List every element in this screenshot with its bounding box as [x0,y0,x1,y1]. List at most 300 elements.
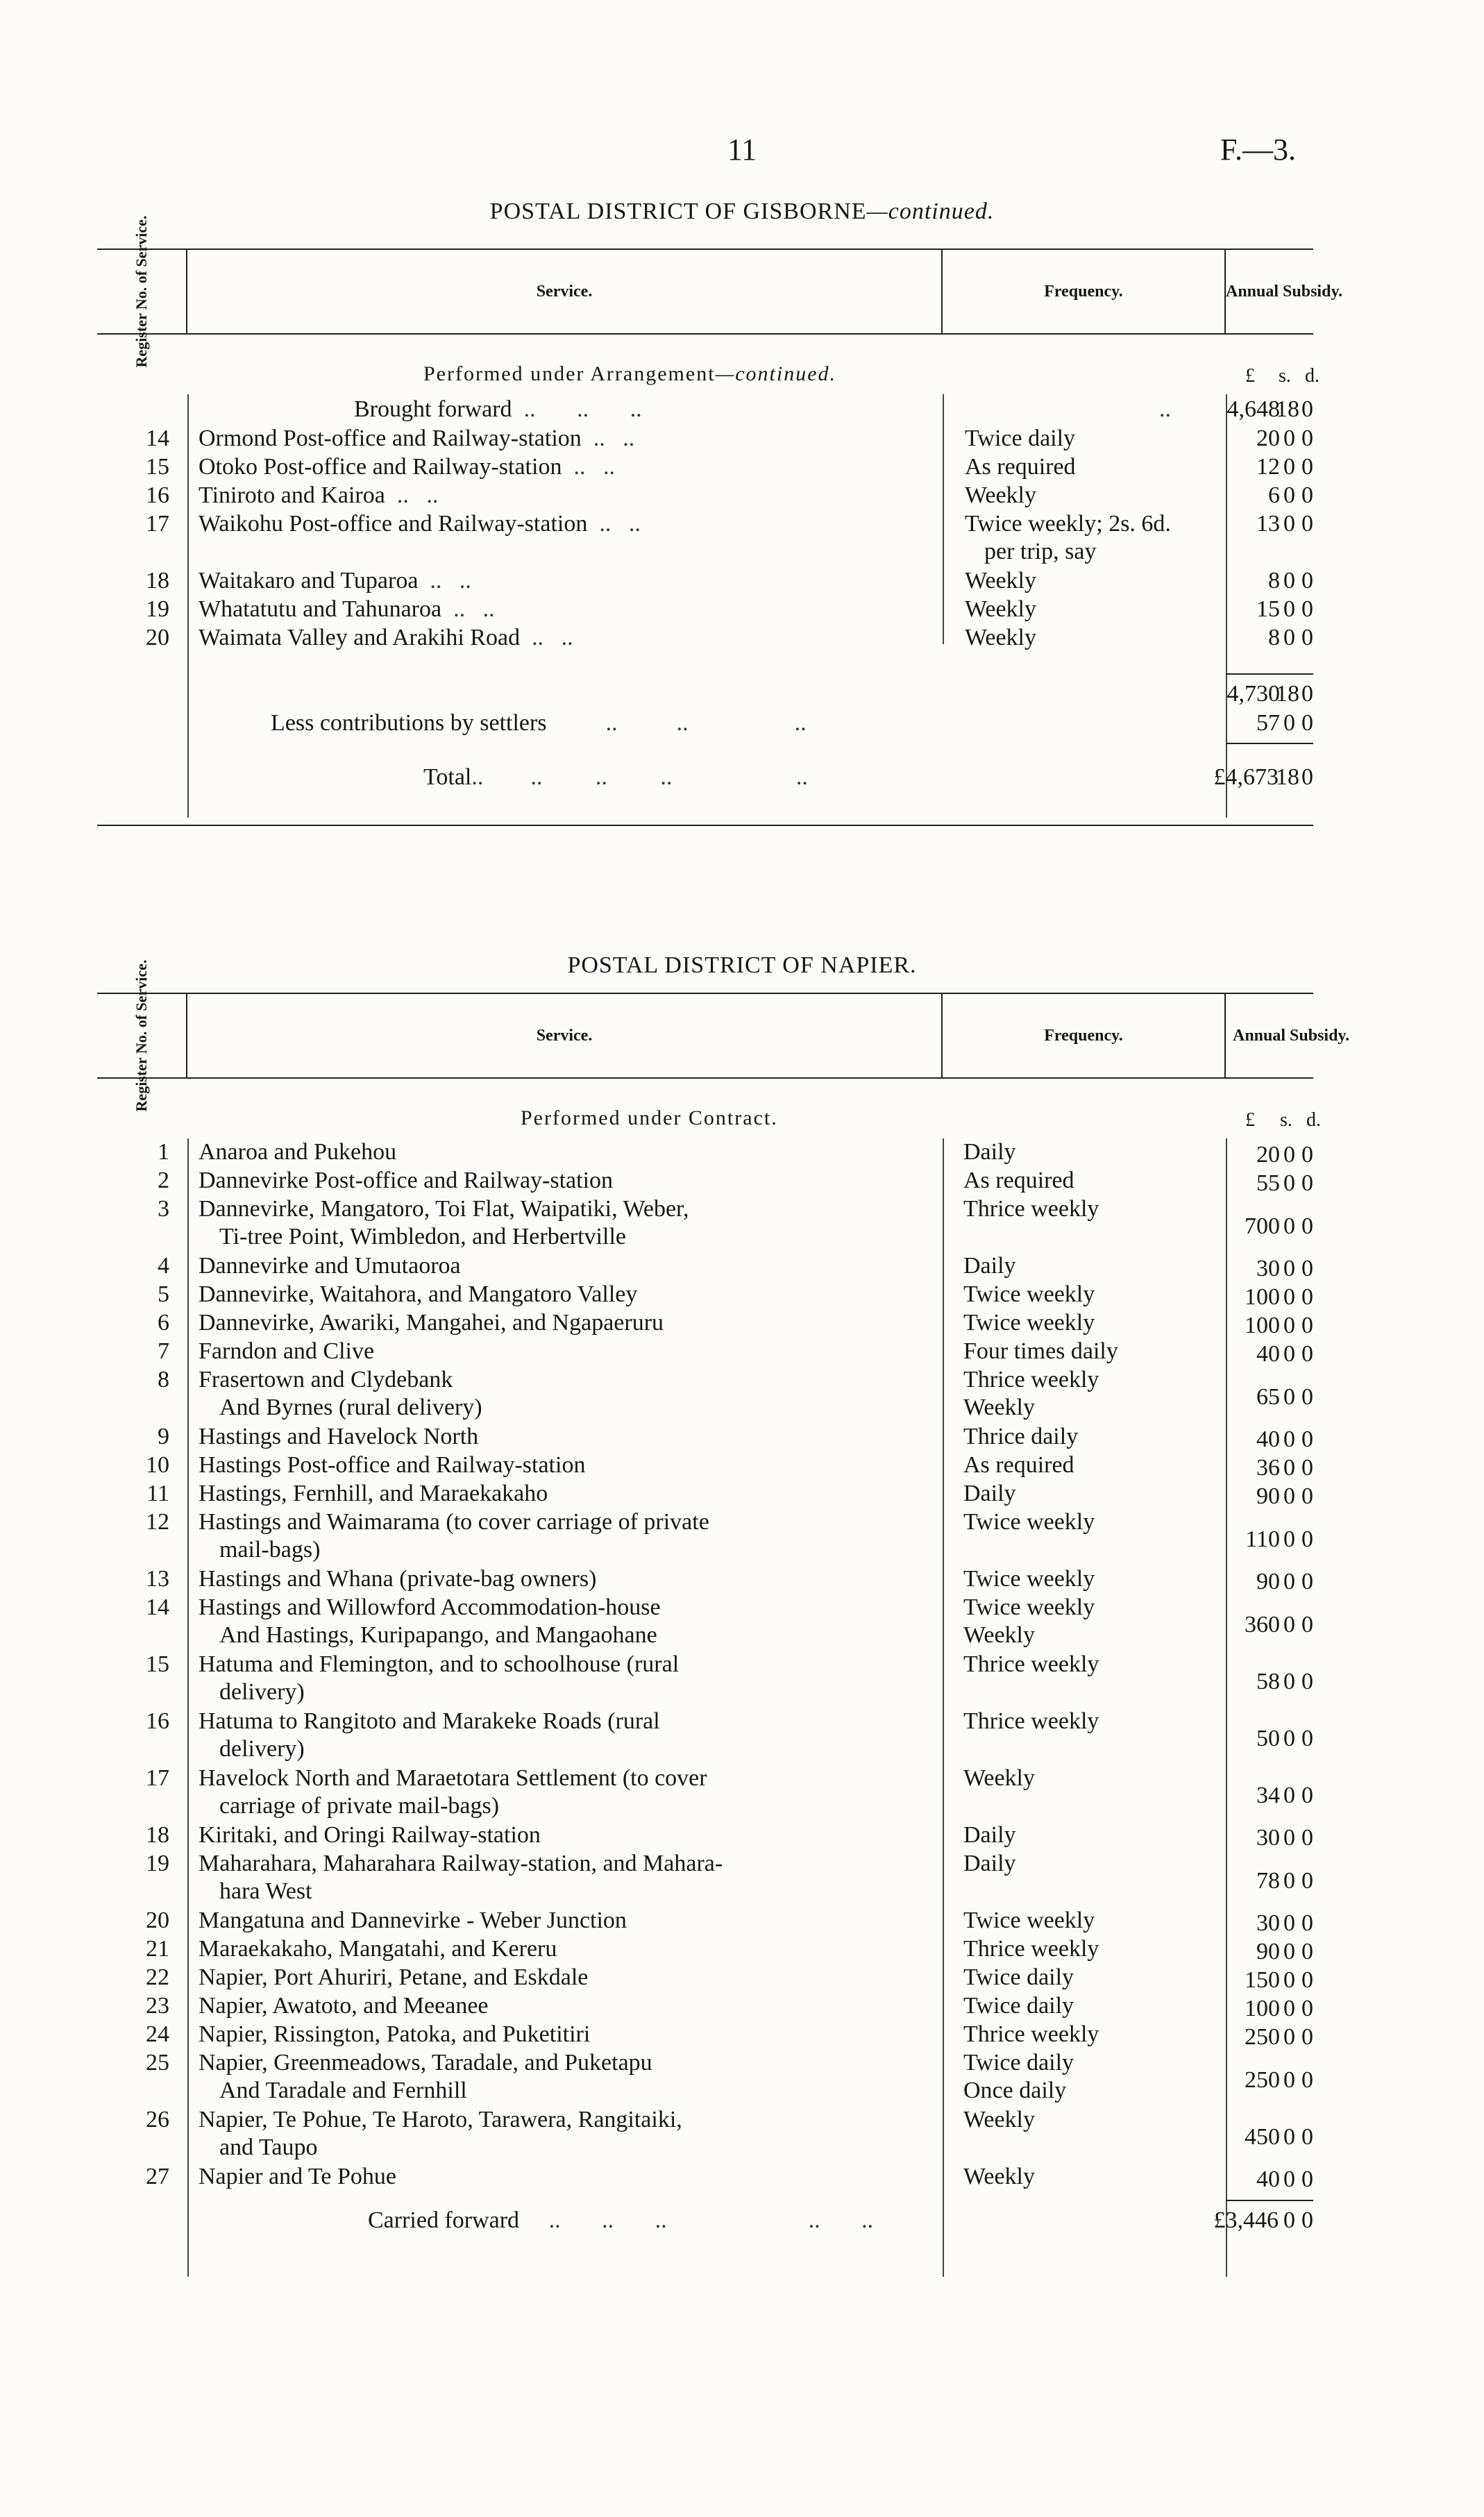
service-name [199,1765,934,1820]
frequency-line: Twice weekly [963,1908,1095,1933]
frequency-line: Thrice weekly [963,2021,1099,2047]
service-name [199,1309,934,1337]
service-name [199,2163,934,2191]
unit-shillings: s. [1280,1109,1292,1131]
table-row [97,1708,1313,1765]
subsidy-pence: 0 [1301,1383,1313,1410]
subsidy-shillings: 0 [1283,511,1295,537]
service-line: Dannevirke, Awariki, Mangahei, and Ngapaeruru [199,1310,664,1336]
register-number: 18 [146,568,169,594]
table-row [97,1964,1313,1992]
service-line: Napier, Port Ahuriri, Petane, and Eskdale [199,1964,589,1990]
table-row [97,2163,1313,2191]
service-name: Ormond Post-office and Railway-station .. .. [199,426,635,451]
service-line: Hastings Post-office and Railway-station [199,1452,586,1478]
service-name [199,1366,934,1422]
service-name: Otoko Post-office and Railway-station .. .. [199,454,615,480]
subsidy-pounds: 30 [1256,1825,1280,1851]
subsidy-pence: 0 [1301,1611,1313,1638]
subsidy-pounds: 6 [1268,482,1280,508]
frequency [963,1565,1213,1593]
subsidy-pounds: 100 [1245,1284,1280,1310]
subsidy-header: Annual Subsidy. [1226,282,1343,301]
register-number: 9 [158,1424,169,1449]
subsidy-pounds: 360 [1245,1611,1280,1638]
frequency-line: Weekly [963,2164,1035,2189]
subsidy-pence: 0 [1301,1725,1313,1751]
subsidy-pounds: 50 [1256,1725,1280,1751]
register-number: 2 [158,1168,169,1193]
subsidy-pence: 0 [1301,1939,1313,1964]
frequency [963,1935,1213,1963]
frequency-text: Weekly [965,596,1036,622]
subsidy-shillings: 0 [1283,568,1295,594]
service-name [199,1167,934,1195]
subsidy-pounds: 8 [1268,625,1280,650]
table-row [97,1480,1313,1508]
subsidy-shillings: 0 [1283,1867,1295,1894]
subsidy-shillings: 0 [1283,1910,1295,1936]
subsidy-shillings: 0 [1283,1383,1295,1410]
service-line: Napier, Greenmeadows, Taradale, and Puketapu [199,2050,652,2076]
frequency-line: Thrice daily [963,1424,1079,1449]
table-row [97,1309,1313,1338]
register-number: 5 [158,1281,169,1307]
gisborne-title-text: POSTAL DISTRICT OF GISBORNE [489,199,867,224]
subsidy-shillings: 0 [1283,1611,1295,1638]
table-row [97,1651,1313,1708]
table-row [97,1167,1313,1195]
service-line: Napier and Te Pohue [199,2164,396,2189]
table-row [97,1366,1313,1423]
subsidy-pence: 0 [1301,1455,1313,1481]
service-line: carriage of private mail-bags) [219,1793,500,1819]
register-header: Register No. of Service. [97,250,187,333]
subsidy-pounds: 450 [1245,2123,1280,2150]
subsidy-shillings: 0 [1283,426,1295,451]
service-line: And Byrnes (rural delivery) [219,1395,482,1420]
frequency-text: Twice weekly; 2s. 6d. [965,511,1171,537]
subsidy-shillings: 0 [1283,625,1295,650]
register-number: 20 [146,625,169,650]
subsidy-pence: 0 [1301,1668,1313,1694]
frequency-line: Twice daily [963,2050,1074,2076]
table-row [97,1138,1313,1167]
service-line: and Taupo [219,2135,318,2160]
table-row [97,1281,1313,1309]
service-name [199,1850,934,1905]
frequency-line: Twice weekly [963,1566,1095,1592]
table-row [97,1565,1313,1594]
table-row [97,1195,1313,1252]
register-header: Register No. of Service. [97,994,187,1077]
unit-pence: d. [1305,365,1319,387]
frequency [963,1480,1213,1508]
frequency-header: Frequency. [943,250,1226,333]
frequency-line: Twice daily [963,1964,1074,1990]
service-line: Ti-tree Point, Wimbledon, and Herbertville [219,1224,626,1249]
register-number: 12 [146,1509,169,1535]
frequency [965,453,1215,481]
register-number: 15 [146,454,169,480]
service-text: Waimata Valley and Arakihi Road [199,625,521,650]
service-name: Whatatutu and Tahunaroa .. .. [199,596,495,622]
subsidy-pence: 0 [1301,1867,1313,1894]
register-number: 17 [146,511,169,537]
subsidy-pence: 0 [1301,1284,1313,1310]
subsidy-shillings: 0 [1283,1996,1295,2021]
frequency [963,1594,1213,1649]
register-number: 8 [158,1367,169,1392]
subsidy-pounds: 700 [1245,1213,1280,1239]
frequency [963,1992,1213,2020]
service-header: Service. [187,250,943,333]
napier-title: POSTAL DISTRICT OF NAPIER. [567,952,917,978]
subsidy-pounds: 55 [1256,1170,1280,1196]
subsidy-pence: 0 [1301,1825,1313,1851]
service-line: delivery) [219,1679,305,1705]
register-number: 18 [146,1822,169,1848]
napier-section-title: Performed under Contract. [521,1106,778,1129]
frequency [963,1821,1213,1849]
service-line: Maraekakaho, Mangatahi, and Kereru [199,1936,557,1962]
subsidy-shillings: 0 [1283,596,1295,622]
subsidy-pounds: 40 [1256,1426,1280,1452]
table-row [97,1252,1313,1281]
subsidy-pounds: 58 [1256,1668,1280,1694]
subsidy-pounds: 250 [1245,2066,1280,2093]
subsidy-pence: 0 [1301,511,1313,537]
service-name [199,1821,934,1849]
table-row [97,1821,1313,1850]
frequency [963,1508,1213,1536]
unit-pounds: £ [1245,1109,1255,1131]
subsidy-pence: 0 [1301,1341,1313,1367]
subsidy-pence: 0 [1301,482,1313,508]
service-line: Havelock North and Maraetotara Settlement (to cover [199,1765,707,1791]
register-number: 15 [146,1651,169,1677]
frequency-line: Once daily [963,2078,1067,2103]
page-number: 11 [727,133,757,167]
subsidy-pence: 0 [1301,1313,1313,1338]
register-number: 24 [146,2021,169,2047]
subsidy-pounds: 20 [1256,1142,1280,1168]
frequency-line: As required [963,1452,1074,1478]
service-line: Hastings and Whana (private-bag owners) [199,1566,597,1592]
subsidy-shillings: 0 [1283,1967,1295,1993]
subsidy-pounds: 13 [1256,511,1280,537]
subsidy-pence: 0 [1301,1483,1313,1509]
frequency [965,482,1215,510]
frequency [963,1850,1213,1878]
frequency [963,2021,1213,2048]
page-reference: F.—3. [1220,133,1296,167]
subsidy-pence: 0 [1301,1256,1313,1281]
frequency-line: Thrice weekly [963,1196,1099,1222]
subsidy-shillings: 0 [1283,2123,1295,2150]
gisborne-table: Register No. of Service. Service. Frequency. Annual Subsidy. Performed under Arrangement—continued. £ s. d. Brought forward .. .. .. .. 4,648 18 0 14 Ormond Post-office and Railway-station .. .. Twice daily 20 0 0 15 Otoko Post-office and Railway-station .. .. As required 12 0 0 16 Tiniroto and Kairoa .. .. Weekly 6 0 0 17 Waikohu Post-office and Railway-station .. .. Twice weekly; 2s. 6d. per trip, say 13 0 0 18 Waitakaro and Tuparoa .. .. Weekly 8 0 0 19 Whatatutu and Tahunaroa .. .. Weekly 15 0 0 20 Waimata Valley and Arakihi Road .. .. Weekly 8 0 0 4,730 18 0 Less contributions by settlers .. .. .. 57 0 0 Total.. .. .. .. .. £4,673 18 0 [97,249,1313,832]
frequency-line: Weekly [963,1765,1035,1791]
subsidy-shillings: 0 [1283,1170,1295,1196]
service-line: Dannevirke Post-office and Railway-station [199,1168,614,1193]
table-row [97,1594,1313,1651]
frequency [965,624,1215,652]
table-row [97,1935,1313,1964]
register-number: 19 [146,1851,169,1876]
frequency-line: Thrice weekly [963,1708,1099,1734]
subsidy-pounds: 30 [1256,1256,1280,1281]
service-line: Hastings and Willowford Accommodation-house [199,1594,661,1620]
subsidy-pounds: 90 [1256,1569,1280,1594]
frequency-text: Weekly [965,625,1036,650]
frequency-line: Weekly [963,1395,1035,1420]
table-row [97,2021,1313,2049]
service-line: delivery) [219,1736,305,1762]
service-line: Maharahara, Maharahara Railway-station, and Mahara- [199,1851,723,1876]
frequency [963,1138,1213,1166]
service-line: Napier, Awatoto, and Meeanee [199,1993,489,2019]
register-number: 16 [146,482,169,508]
service-line: Dannevirke, Waitahora, and Mangatoro Valley [199,1281,638,1307]
service-text: Whatatutu and Tahunaroa [199,596,442,622]
service-name [199,1935,934,1963]
subsidy-shillings: 0 [1283,1939,1295,1964]
gisborne-section-title: Performed under Arrangement—continued. [423,362,837,385]
subsidy-pounds: 65 [1256,1383,1280,1410]
frequency-line: Twice weekly [963,1281,1095,1307]
frequency [963,1651,1213,1678]
frequency-line: Thrice weekly [963,1367,1099,1392]
frequency-text: Weekly [965,568,1036,594]
frequency [963,1708,1213,1735]
table-row [97,2049,1313,2106]
service-name [199,1138,934,1166]
service-name [199,1565,934,1593]
gisborne-title-suffix: —continued. [866,199,995,224]
subsidy-pounds: 36 [1256,1455,1280,1481]
frequency [963,1451,1213,1479]
table-row [97,1338,1313,1366]
subsidy-pounds: 250 [1245,2024,1280,2050]
subsidy-shillings: 0 [1283,1256,1295,1281]
subsidy-pounds: 100 [1245,1996,1280,2021]
subsidy-shillings: 0 [1283,2024,1295,2050]
subsidy-shillings: 0 [1283,1526,1295,1552]
table-row [97,1907,1313,1935]
frequency [963,2106,1213,2134]
register-number: 23 [146,1993,169,2019]
service-name [199,1594,934,1649]
frequency [963,2049,1213,2105]
frequency [963,1423,1213,1451]
service-line: Anaroa and Pukehou [199,1139,397,1165]
subsidy-pounds: 34 [1256,1782,1280,1808]
service-line: And Taradale and Fernhill [219,2078,467,2103]
subsidy-pence: 0 [1301,1996,1313,2021]
register-number: 17 [146,1765,169,1791]
subsidy-pence: 0 [1301,1170,1313,1196]
frequency [965,425,1215,453]
frequency [963,1252,1213,1280]
subsidy-shillings: 0 [1283,1455,1295,1481]
frequency [963,2163,1213,2191]
gisborne-table-header [97,215,1343,368]
frequency [963,1338,1213,1365]
service-header: Service. [187,994,943,1077]
subsidy-shillings: 0 [1283,1725,1295,1751]
table-row [97,1850,1313,1907]
subsidy-pounds: 40 [1256,2166,1280,2192]
register-number: 26 [146,2107,169,2132]
frequency-text: Weekly [965,482,1036,508]
register-number: 22 [146,1964,169,1990]
subsidy-pence: 0 [1301,2123,1313,2150]
service-name [199,1423,934,1451]
subsidy-shillings: 0 [1283,2066,1295,2093]
subsidy-pounds: 15 [1256,596,1280,622]
service-text: Waikohu Post-office and Railway-station [199,511,588,537]
subsidy-pence: 0 [1301,2166,1313,2192]
table-row [97,1423,1313,1451]
subsidy-pence: 0 [1301,454,1313,480]
subsidy-pence: 0 [1301,1967,1313,1993]
service-line: And Hastings, Kuripapango, and Mangaohane [219,1622,657,1648]
subsidy-shillings: 0 [1283,1284,1295,1310]
frequency [963,1366,1213,1422]
subsidy-pence: 0 [1301,2066,1313,2093]
service-name: Tiniroto and Kairoa .. .. [199,482,439,508]
service-name [199,1708,934,1763]
subsidy-shillings: 0 [1283,482,1295,508]
frequency-header: Frequency. [943,994,1226,1077]
frequency-line: Thrice weekly [963,1936,1099,1962]
subsidy-pounds: 30 [1256,1910,1280,1936]
service-name [199,1252,934,1280]
napier-table: Register No. of Service. Service. Frequency. Annual Subsidy. Performed under Contract. £ s. d. 1 Anaroa and Pukehou Daily 20 0 0 2 Dannevirke Post-office and Railway-station As required 55 0 0 3 Dannevirke, Mangatoro, Toi Flat, Waipatiki, Weber, Ti-tree Point, Wimbledon, and Herbertville Thrice weekly 700 0 0 4 Dannevirke and Umutaoroa Daily 30 0 0 5 Dannevirke, Waitahora, and Mangatoro Valley Twice weekly 100 0 0 6 Dannevirke, Awariki, Mangahei, and Ngapaeruru Twice weekly 100 0 0 7 Farndon and Clive Four times daily 40 0 0 8 Frasertown and Clydebank And Byrnes (rural delivery) Thrice weekly Weekly 65 0 0 9 Hastings and Havelock North Thrice daily 40 0 0 10 Hastings Post-office and Railway-station As required 36 0 0 11 Hastings, Fernhill, and Maraekakaho Daily 90 0 0 12 Hastings and Waimarama (to cover carriage of private mail-bags) Twice weekly 110 0 0 13 Hastings and Whana (private-bag owners) Twice weekly 90 0 0 14 Hastings and Willowford Accommodation-house And Hastings, Kuripapango, and Mangaohane Twice weekly Weekly 360 0 0 15 Hatuma and Flemington, and to schoolhouse (rural delivery) Thrice weekly 58 0 0 16 Hatuma to Rangitoto and Marakeke Roads (rural delivery) Thrice weekly 50 0 0 17 Havelock North and Maraetotara Settlement (to cover carriage of private mail-bags) Weekly 34 0 0 18 Kiritaki, and Oringi Railway-station Daily 30 0 0 19 Maharahara, Maharahara Railway-station, and Mahara- hara West Daily 78 0 0 20 Mangatuna and Dannevirke - Weber Junction Twice weekly 30 0 0 21 Maraekakaho, Mangatahi, and Kereru Thrice weekly 90 0 0 22 Napier, Port Ahuriri, Petane, and Eskdale Twice daily 150 0 0 23 Napier, Awatoto, and Meeanee Twice daily 100 0 0 24 Napier, Rissington, Patoka, and Puketitiri Thrice weekly 250 0 0 25 Napier, Greenmeadows, Taradale, and Puketapu And Taradale and Fernhill Twice daily Once daily 250 0 0 26 Napier, Te Pohue, Te Haroto, Tarawera, Rangitaiki, and Taupo Weekly 450 0 0 27 Napier and Te Pohue Weekly 40 0 0 Carried forward .. .. .. .. .. £3,446 0 0 [97,993,1313,2284]
subsidy-shillings: 0 [1283,1782,1295,1808]
frequency-line: As required [963,1168,1074,1193]
frequency-line: Weekly [963,2107,1035,2132]
subsidy-shillings: 0 [1283,1213,1295,1239]
service-line: Farndon and Clive [199,1338,375,1364]
subsidy-pounds: 110 [1245,1526,1280,1552]
frequency-line: Four times daily [963,1338,1118,1364]
frequency [965,567,1215,595]
service-name [199,2106,934,2162]
subsidy-shillings: 0 [1283,1483,1295,1509]
subsidy-shillings: 0 [1283,1341,1295,1367]
subsidy-shillings: 0 [1283,1426,1295,1452]
table-row [97,1992,1313,2021]
subsidy-shillings: 0 [1283,1825,1295,1851]
frequency [963,1281,1213,1308]
subsidy-pounds: 78 [1256,1867,1280,1894]
subsidy-shillings: 0 [1283,1569,1295,1594]
service-line: mail-bags) [219,1537,321,1563]
service-text: Ormond Post-office and Railway-station [199,426,582,451]
service-line: Napier, Rissington, Patoka, and Puketitiri [199,2021,591,2047]
service-line: Dannevirke, Mangatoro, Toi Flat, Waipatiki, Weber, [199,1196,689,1222]
frequency-text: Twice daily [965,426,1076,451]
gisborne-title [0,199,1484,225]
frequency-line: Thrice weekly [963,1651,1099,1677]
subsidy-pounds: 150 [1245,1967,1280,1993]
unit-pence: d. [1306,1109,1321,1131]
register-number: 19 [146,596,169,622]
table-row [97,1508,1313,1565]
frequency-line: Daily [963,1851,1016,1876]
service-name [199,2049,934,2105]
service-name [199,1338,934,1365]
service-name: Waitakaro and Tuparoa .. .. [199,568,471,594]
register-number: 14 [146,426,169,451]
subsidy-pence: 0 [1301,1569,1313,1594]
subsidy-pence: 0 [1301,1910,1313,1936]
service-line: Hatuma to Rangitoto and Marakeke Roads (rural [199,1708,660,1734]
frequency [963,1765,1213,1792]
subsidy-pence: 0 [1301,625,1313,650]
register-number: 3 [158,1196,169,1222]
subsidy-pounds: 8 [1268,568,1280,594]
subsidy-pence: 0 [1301,1213,1313,1239]
frequency-line: Twice weekly [963,1310,1095,1336]
frequency-line: Daily [963,1253,1016,1279]
subsidy-pence: 0 [1301,1426,1313,1452]
subsidy-pounds: 40 [1256,1341,1280,1367]
service-line: Frasertown and Clydebank [199,1367,453,1392]
register-number: 4 [158,1253,169,1279]
register-number: 1 [158,1139,169,1165]
register-number: 7 [158,1338,169,1364]
subsidy-pounds: 90 [1256,1939,1280,1964]
frequency [965,510,1215,566]
frequency [963,1167,1213,1195]
frequency-line: Twice daily [963,1993,1074,2019]
table-row [97,1765,1313,1821]
subsidy-shillings: 0 [1283,454,1295,480]
subsidy-pounds: 20 [1256,426,1280,451]
service-text: Tiniroto and Kairoa [199,482,385,508]
subsidy-pence: 0 [1301,426,1313,451]
subsidy-shillings: 0 [1283,1142,1295,1168]
register-number: 14 [146,1594,169,1620]
service-line: hara West [219,1878,312,1904]
frequency [965,596,1215,623]
frequency [963,1195,1213,1223]
service-line: Hastings and Havelock North [199,1424,479,1449]
service-line: Kiritaki, and Oringi Railway-station [199,1822,541,1848]
service-name: Waikohu Post-office and Railway-station .. .. [199,511,641,537]
service-text: Otoko Post-office and Railway-station [199,454,562,480]
service-name [199,1964,934,1992]
subsidy-pence: 0 [1301,596,1313,622]
service-line: Hatuma and Flemington, and to schoolhouse (rural [199,1651,680,1677]
subsidy-pence: 0 [1301,1782,1313,1808]
frequency-text: As required [965,454,1076,480]
service-name [199,1651,934,1706]
register-number: 11 [146,1481,169,1506]
subsidy-pence: 0 [1301,1526,1313,1552]
register-number: 6 [158,1310,169,1336]
frequency-line: Daily [963,1481,1016,1506]
subsidy-pence: 0 [1301,1142,1313,1168]
register-number: 10 [146,1452,169,1478]
service-line: Napier, Te Pohue, Te Haroto, Tarawera, Rangitaiki, [199,2107,682,2132]
register-number: 27 [146,2164,169,2189]
subsidy-shillings: 0 [1283,2166,1295,2192]
frequency-line: Twice weekly [963,1509,1095,1535]
service-line: Mangatuna and Dannevirke - Weber Junction [199,1908,627,1933]
